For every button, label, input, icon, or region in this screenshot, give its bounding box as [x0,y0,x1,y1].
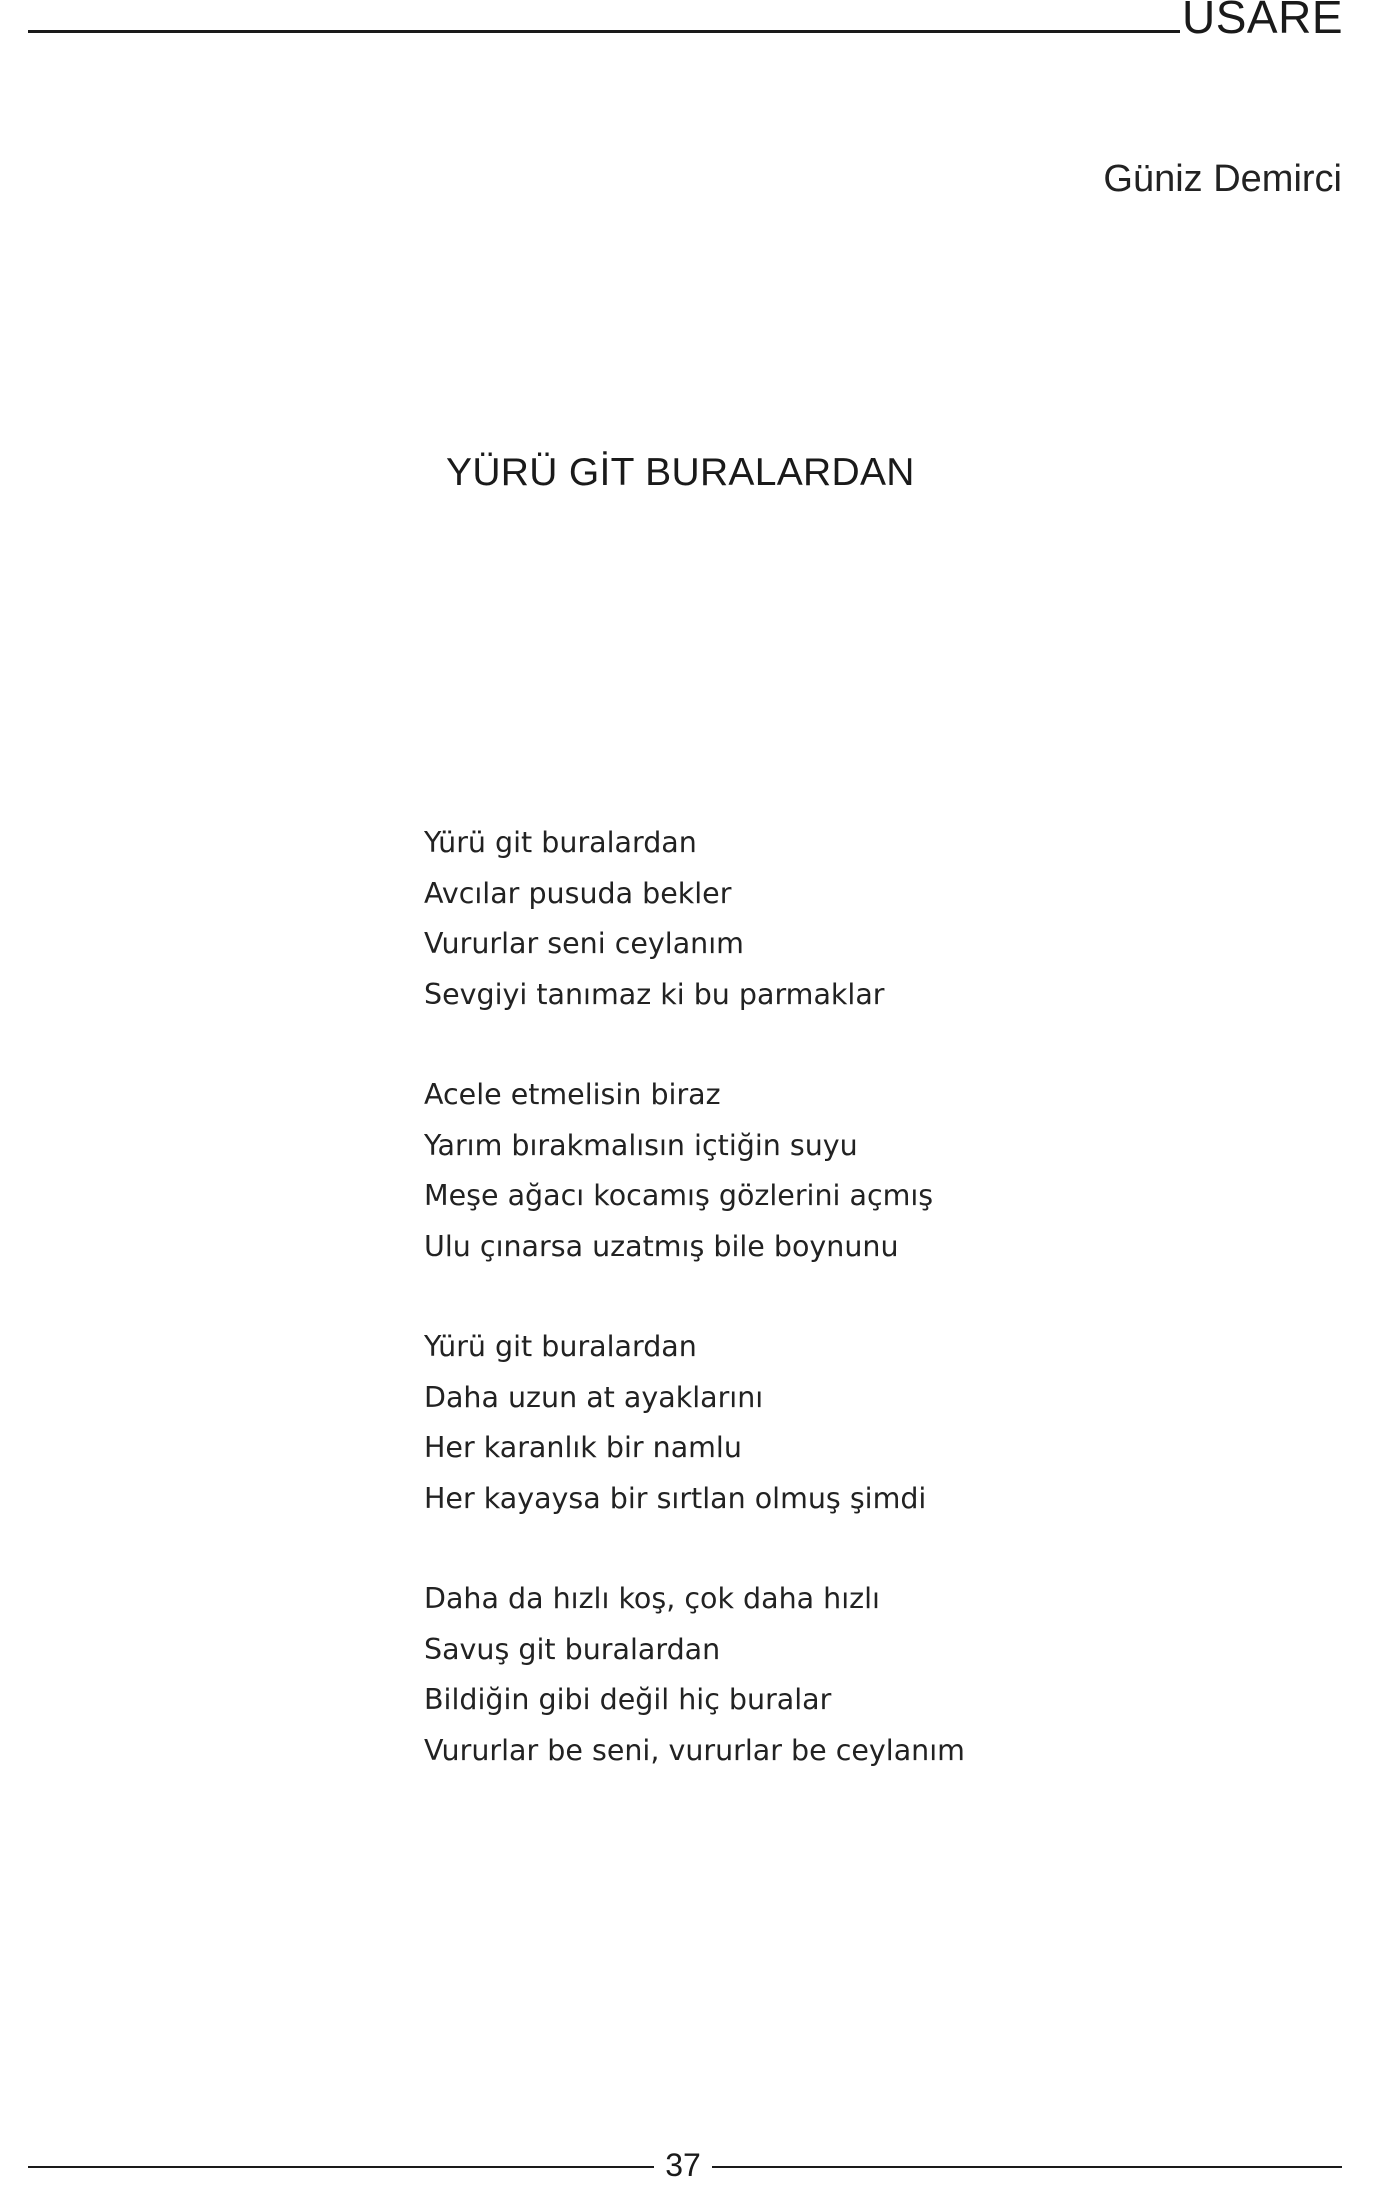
stanza-4 [424,1574,965,1776]
poem-line: Bildiğin gibi değil hiç buralar [424,1683,832,1716]
poem-line: Acele etmelisin biraz [424,1078,721,1111]
poem-line: Sevgiyi tanımaz ki bu parmaklar [424,977,885,1011]
poem-line: Yürü git buralardan [424,826,697,859]
poem-line: Her kayaysa bir sırtlan olmuş şimdi [424,1481,927,1515]
poem-line: Her karanlık bir namlu [424,1431,742,1464]
poem-line: Yürü git buralardan [424,1330,697,1363]
stanza-1 [424,818,965,1020]
author-name: Güniz Demirci [1103,158,1342,200]
footer-rule-right [712,2166,1342,2168]
page-number: 37 [665,2147,701,2183]
header-rule [28,30,1180,33]
poem-line: Savuş git buralardan [424,1632,721,1666]
poem-line: Yarım bırakmalısın içtiğin suyu [424,1128,858,1162]
stanza-3 [424,1322,965,1524]
footer-rule-left [28,2166,654,2168]
poem-line: Meşe ağacı kocamış gözlerini açmış [424,1179,934,1212]
poem-line: Daha da hızlı koş, çok daha hızlı [424,1582,880,1615]
poem-line: Vururlar be seni, vururlar be ceylanım [424,1733,965,1767]
poem-title: YÜRÜ GİT BURALARDAN [446,451,915,494]
journal-name: USARE [1182,0,1343,43]
poem-line: Ulu çınarsa uzatmış bile boynunu [424,1229,899,1263]
stanza-2 [424,1070,965,1272]
poem-body [424,818,965,1826]
poem-line: Daha uzun at ayaklarını [424,1380,764,1414]
poem-line: Avcılar pusuda bekler [424,876,732,910]
poem-line: Vururlar seni ceylanım [424,927,744,960]
